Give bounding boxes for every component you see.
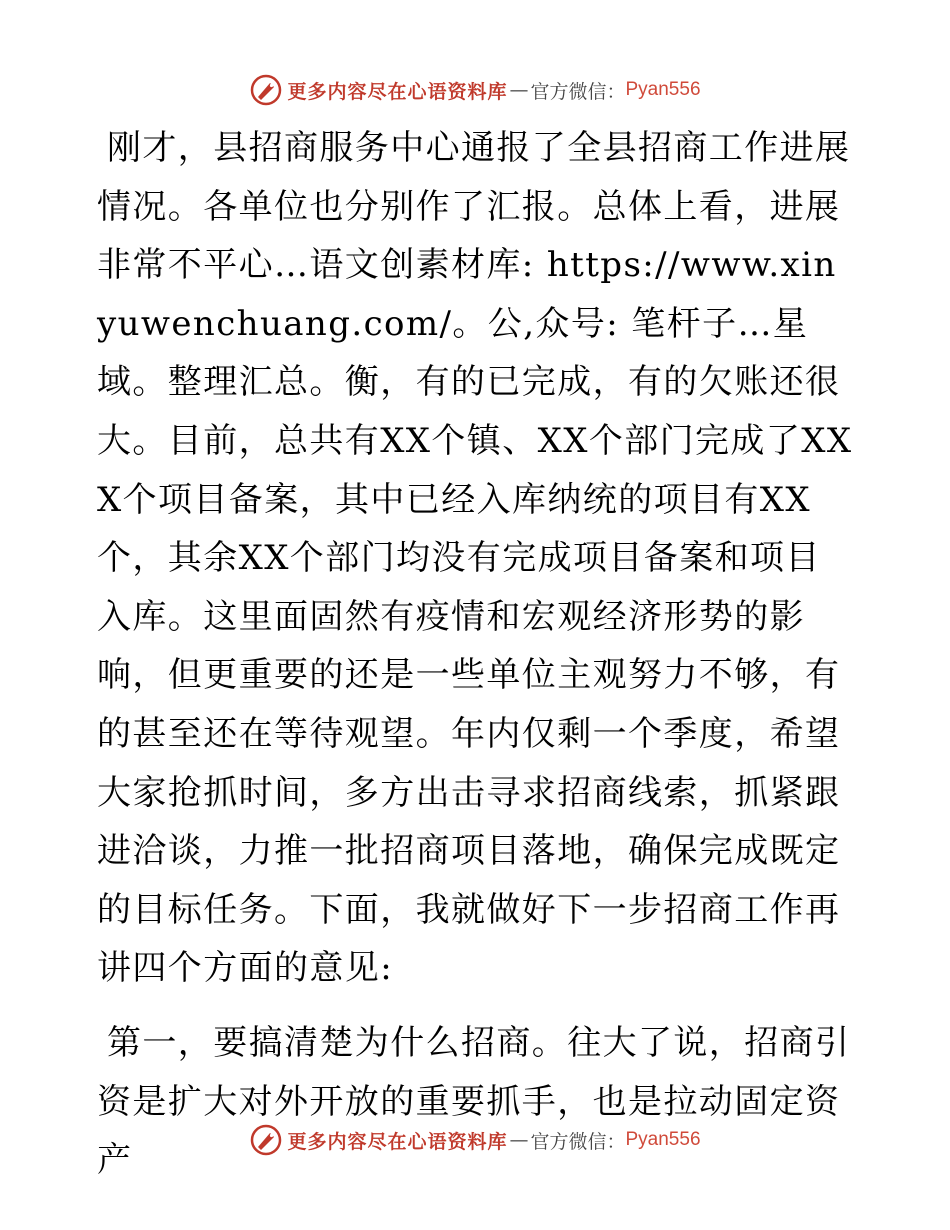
document-body bbox=[97, 119, 853, 1190]
watermark-separator: — bbox=[509, 79, 529, 101]
footer-watermark bbox=[0, 1120, 950, 1160]
pen-nib-logo-icon bbox=[249, 1123, 283, 1157]
watermark-wechat-label: 官方微信： bbox=[530, 80, 626, 103]
pen-nib-logo-icon bbox=[249, 73, 283, 107]
header-watermark bbox=[0, 70, 950, 110]
watermark-site-name: 更多内容尽在心语资料库 bbox=[287, 1130, 508, 1153]
paragraph-1: 刚才，县招商服务中心通报了全县招商工作进展情况。各单位也分别作了汇报。总体上看，进展非常不平心…语文创素材库: https://www.xinyuwenchuang.com/。公,众号: 笔杆子…星域。整理汇总。衡，有的已完成，有的欠账还很大。目前，总共有XX个镇、XX个部门完成了XXX个项目备案，其中已经入库纳统的项目有XX个，其余XX个部门均没有完成项目备案和项目入库。这里面固然有疫情和宏观经济形势的影响，但更重要的还是一些单位主观努力不够，有的甚至还在等待观望。年内仅剩一个季度，希望大家抢抓时间，多方出击寻求招商线索，抓紧跟进洽谈，力推一批招商项目落地，确保完成既定的目标任务。下面，我就做好下一步招商工作再讲四个方面的意见: bbox=[97, 128, 853, 989]
watermark-wechat-id: Pyan556 bbox=[625, 79, 701, 100]
watermark-wechat-label: 官方微信： bbox=[530, 1130, 626, 1153]
watermark-wechat-id: Pyan556 bbox=[625, 1129, 701, 1150]
watermark-separator: — bbox=[509, 1129, 529, 1151]
watermark-site-name: 更多内容尽在心语资料库 bbox=[287, 80, 508, 103]
paragraph-2: 第一，要搞清楚为什么招商。往大了说，招商引资是扩大对外开放的重要抓手，也是拉动固定资产 bbox=[97, 1022, 851, 1181]
